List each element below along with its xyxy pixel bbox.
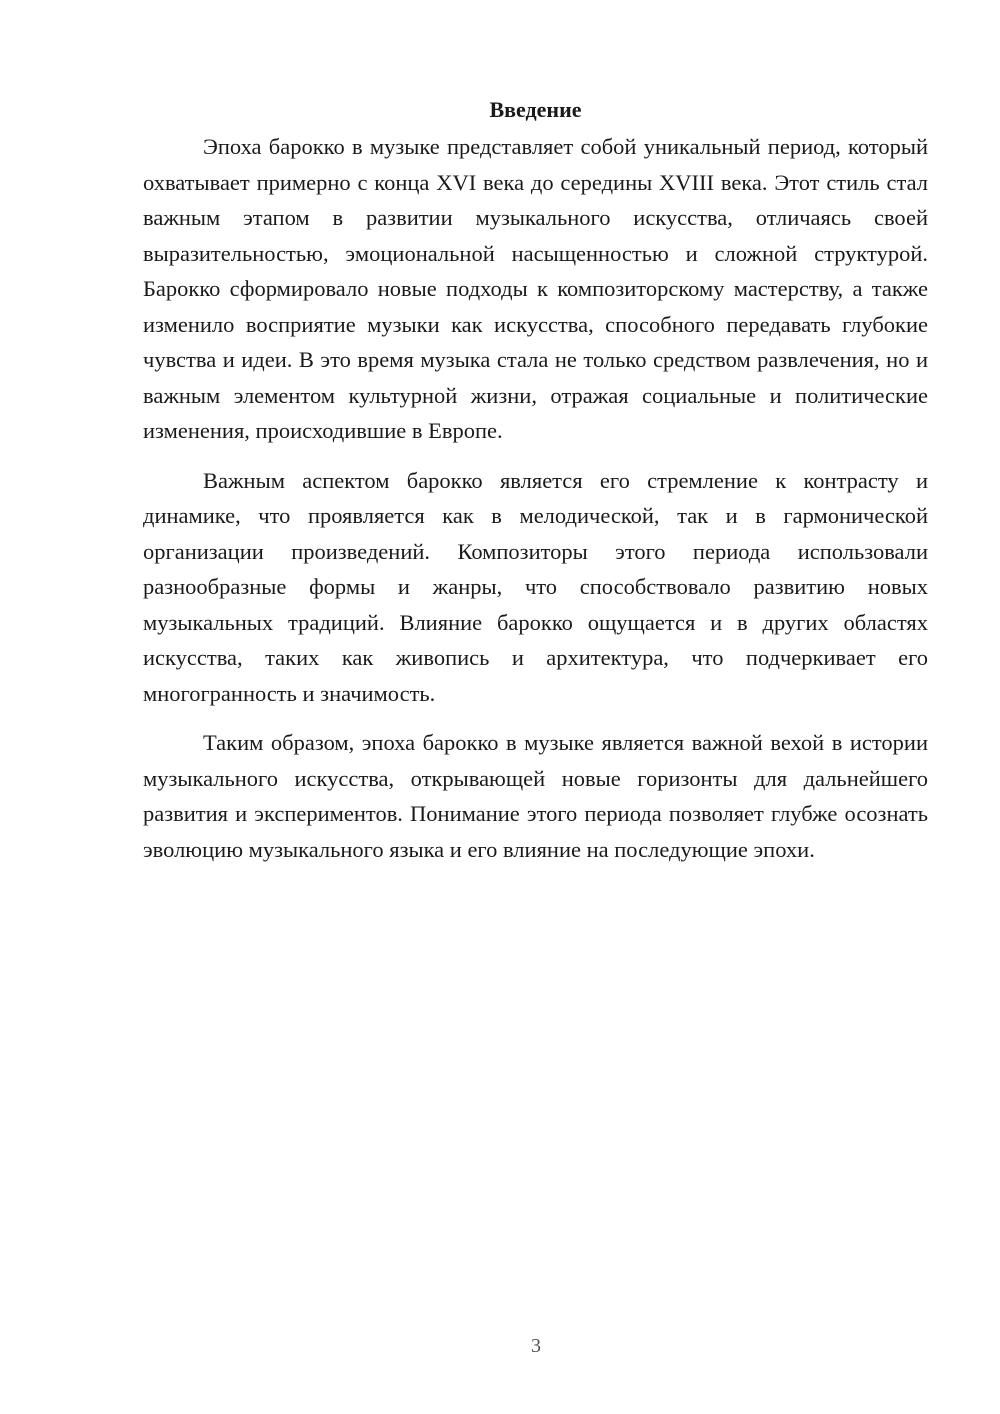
paragraph-3: Таким образом, эпоха барокко в музыке является важной вехой в истории музыкального искусства, открывающей новые горизонты для дальнейшего развития и экспериментов. Понимание этого периода позволяет глубже осознать эволюцию музыкального языка и его влияние на последующие эпохи. <box>143 730 928 862</box>
section-heading: Введение <box>489 97 582 122</box>
page-content <box>143 92 928 881</box>
paragraph-2: Важным аспектом барокко является его стремление к контрасту и динамике, что проявляется как в мелодической, так и в гармонической организации произведений. Композиторы этого периода использовали разнообразные формы и жанры, что способствовало развитию новых музыкальных традиций. Влияние барокко ощущается и в других областях искусства, таких как живопись и архитектура, что подчеркивает его многогранность и значимость. <box>143 467 928 706</box>
page-number: 3 <box>531 1335 541 1357</box>
paragraph-1: Эпоха барокко в музыке представляет собой уникальный период, который охватывает примерно с конца XVI века до середины XVIII века. Этот стиль стал важным этапом в развитии музыкального искусства, отличаясь своей выразительностью, эмоциональной насыщенностью и сложной структурой. Барокко сформировало новые подходы к композиторскому мастерству, а также изменило восприятие музыки как искусства, способного передавать глубокие чувства и идеи. В это время музыка стала не только средством развлечения, но и важным элементом культурной жизни, отражая социальные и политические изменения, происходившие в Европе. <box>143 134 928 443</box>
